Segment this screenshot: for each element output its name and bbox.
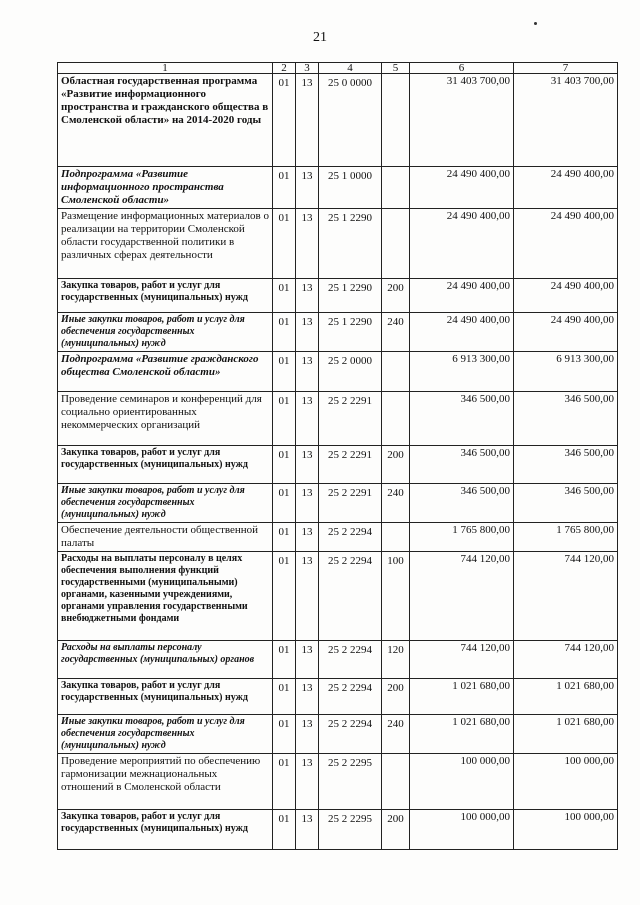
amount-approved: 24 490 400,00 xyxy=(514,167,618,209)
target-article-code: 25 2 2294 xyxy=(319,552,382,641)
target-article-code: 25 2 0000 xyxy=(319,352,382,392)
target-article-code: 25 1 2290 xyxy=(319,313,382,352)
amount-plan: 744 120,00 xyxy=(410,641,514,679)
row-name: Размещение информационных материалов о реализации на территории Смоленской области государственной политики в различных сферах деятельности xyxy=(58,209,273,279)
expense-type-code: 240 xyxy=(382,484,410,523)
section-code: 01 xyxy=(273,167,296,209)
target-article-code: 25 2 2291 xyxy=(319,446,382,484)
table-row xyxy=(58,279,618,313)
expense-type-code: 200 xyxy=(382,279,410,313)
row-name: Закупка товаров, работ и услуг для государственных (муниципальных) нужд xyxy=(58,679,273,715)
table-row xyxy=(58,552,618,641)
section-code: 01 xyxy=(273,715,296,754)
expense-type-code xyxy=(382,352,410,392)
expense-type-code xyxy=(382,167,410,209)
amount-approved: 1 021 680,00 xyxy=(514,715,618,754)
target-article-code: 25 2 2295 xyxy=(319,754,382,810)
table-row xyxy=(58,392,618,446)
amount-approved: 6 913 300,00 xyxy=(514,352,618,392)
subsection-code: 13 xyxy=(296,279,319,313)
expense-type-code: 200 xyxy=(382,810,410,850)
target-article-code: 25 1 2290 xyxy=(319,209,382,279)
expense-type-code: 200 xyxy=(382,679,410,715)
target-article-code: 25 2 2295 xyxy=(319,810,382,850)
amount-approved: 24 490 400,00 xyxy=(514,313,618,352)
section-code: 01 xyxy=(273,679,296,715)
row-name: Подпрограмма «Развитие гражданского общества Смоленской области» xyxy=(58,352,273,392)
row-name: Областная государственная программа «Развитие информационного пространства и гражданского общества в Смоленской области» на 2014-2020 годы xyxy=(58,74,273,167)
amount-plan: 24 490 400,00 xyxy=(410,279,514,313)
amount-plan: 24 490 400,00 xyxy=(410,209,514,279)
subsection-code: 13 xyxy=(296,641,319,679)
target-article-code: 25 2 2294 xyxy=(319,523,382,552)
amount-approved: 1 765 800,00 xyxy=(514,523,618,552)
section-code: 01 xyxy=(273,209,296,279)
subsection-code: 13 xyxy=(296,352,319,392)
table-row xyxy=(58,313,618,352)
subsection-code: 13 xyxy=(296,392,319,446)
section-code: 01 xyxy=(273,313,296,352)
col-header-1: 1 xyxy=(58,63,273,74)
header-row xyxy=(58,63,618,74)
expense-type-code: 240 xyxy=(382,715,410,754)
subsection-code: 13 xyxy=(296,209,319,279)
amount-plan: 24 490 400,00 xyxy=(410,167,514,209)
amount-plan: 31 403 700,00 xyxy=(410,74,514,167)
section-code: 01 xyxy=(273,523,296,552)
row-name: Закупка товаров, работ и услуг для государственных (муниципальных) нужд xyxy=(58,279,273,313)
section-code: 01 xyxy=(273,446,296,484)
row-name: Подпрограмма «Развитие информационного пространства Смоленской области» xyxy=(58,167,273,209)
target-article-code: 25 2 2294 xyxy=(319,641,382,679)
scan-speck xyxy=(534,22,537,25)
col-header-2: 2 xyxy=(273,63,296,74)
expense-type-code xyxy=(382,392,410,446)
target-article-code: 25 1 0000 xyxy=(319,167,382,209)
col-header-3: 3 xyxy=(296,63,319,74)
target-article-code: 25 0 0000 xyxy=(319,74,382,167)
target-article-code: 25 2 2294 xyxy=(319,679,382,715)
section-code: 01 xyxy=(273,74,296,167)
expense-type-code: 100 xyxy=(382,552,410,641)
expense-type-code: 120 xyxy=(382,641,410,679)
subsection-code: 13 xyxy=(296,754,319,810)
row-name: Расходы на выплаты персоналу в целях обеспечения выполнения функций государственными (муниципальными) органами, казенными учреждениями, органами управления государственными внебюджетными фондами xyxy=(58,552,273,641)
row-name: Иные закупки товаров, работ и услуг для обеспечения государственных (муниципальных) нужд xyxy=(58,715,273,754)
table-row xyxy=(58,352,618,392)
row-name: Закупка товаров, работ и услуг для государственных (муниципальных) нужд xyxy=(58,446,273,484)
table-row xyxy=(58,446,618,484)
target-article-code: 25 2 2294 xyxy=(319,715,382,754)
col-header-5: 5 xyxy=(382,63,410,74)
amount-approved: 24 490 400,00 xyxy=(514,209,618,279)
expense-type-code xyxy=(382,754,410,810)
col-header-4: 4 xyxy=(319,63,382,74)
subsection-code: 13 xyxy=(296,552,319,641)
amount-approved: 346 500,00 xyxy=(514,392,618,446)
section-code: 01 xyxy=(273,810,296,850)
amount-approved: 100 000,00 xyxy=(514,754,618,810)
row-name: Закупка товаров, работ и услуг для государственных (муниципальных) нужд xyxy=(58,810,273,850)
target-article-code: 25 2 2291 xyxy=(319,484,382,523)
subsection-code: 13 xyxy=(296,523,319,552)
subsection-code: 13 xyxy=(296,446,319,484)
amount-approved: 744 120,00 xyxy=(514,552,618,641)
col-header-7: 7 xyxy=(514,63,618,74)
amount-plan: 24 490 400,00 xyxy=(410,313,514,352)
expense-type-code xyxy=(382,209,410,279)
table-row xyxy=(58,209,618,279)
amount-approved: 31 403 700,00 xyxy=(514,74,618,167)
table-row xyxy=(58,523,618,552)
page-number: 21 xyxy=(313,30,327,45)
table-row xyxy=(58,679,618,715)
subsection-code: 13 xyxy=(296,313,319,352)
amount-approved: 346 500,00 xyxy=(514,446,618,484)
amount-plan: 1 021 680,00 xyxy=(410,679,514,715)
section-code: 01 xyxy=(273,484,296,523)
expense-type-code xyxy=(382,523,410,552)
row-name: Иные закупки товаров, работ и услуг для обеспечения государственных (муниципальных) нужд xyxy=(58,313,273,352)
amount-plan: 346 500,00 xyxy=(410,392,514,446)
subsection-code: 13 xyxy=(296,484,319,523)
row-name: Расходы на выплаты персоналу государственных (муниципальных) органов xyxy=(58,641,273,679)
amount-plan: 1 021 680,00 xyxy=(410,715,514,754)
amount-approved: 1 021 680,00 xyxy=(514,679,618,715)
section-code: 01 xyxy=(273,754,296,810)
row-name: Обеспечение деятельности общественной палаты xyxy=(58,523,273,552)
amount-plan: 6 913 300,00 xyxy=(410,352,514,392)
amount-plan: 100 000,00 xyxy=(410,810,514,850)
target-article-code: 25 2 2291 xyxy=(319,392,382,446)
table-row xyxy=(58,484,618,523)
section-code: 01 xyxy=(273,552,296,641)
section-code: 01 xyxy=(273,352,296,392)
expense-type-code: 240 xyxy=(382,313,410,352)
amount-plan: 1 765 800,00 xyxy=(410,523,514,552)
row-name: Иные закупки товаров, работ и услуг для обеспечения государственных (муниципальных) нужд xyxy=(58,484,273,523)
amount-approved: 100 000,00 xyxy=(514,810,618,850)
target-article-code: 25 1 2290 xyxy=(319,279,382,313)
table-row xyxy=(58,754,618,810)
table-row xyxy=(58,810,618,850)
table-row xyxy=(58,641,618,679)
table-row xyxy=(58,74,618,167)
expense-type-code xyxy=(382,74,410,167)
col-header-6: 6 xyxy=(410,63,514,74)
subsection-code: 13 xyxy=(296,679,319,715)
amount-approved: 346 500,00 xyxy=(514,484,618,523)
section-code: 01 xyxy=(273,279,296,313)
row-name: Проведение семинаров и конференций для социально ориентированных некоммерческих организаций xyxy=(58,392,273,446)
budget-table xyxy=(57,62,618,850)
subsection-code: 13 xyxy=(296,74,319,167)
expense-type-code: 200 xyxy=(382,446,410,484)
amount-plan: 744 120,00 xyxy=(410,552,514,641)
table-row xyxy=(58,715,618,754)
subsection-code: 13 xyxy=(296,715,319,754)
section-code: 01 xyxy=(273,641,296,679)
subsection-code: 13 xyxy=(296,810,319,850)
subsection-code: 13 xyxy=(296,167,319,209)
row-name: Проведение мероприятий по обеспечению гармонизации межнациональных отношений в Смоленской области xyxy=(58,754,273,810)
amount-plan: 100 000,00 xyxy=(410,754,514,810)
amount-plan: 346 500,00 xyxy=(410,446,514,484)
table-row xyxy=(58,167,618,209)
section-code: 01 xyxy=(273,392,296,446)
amount-plan: 346 500,00 xyxy=(410,484,514,523)
amount-approved: 24 490 400,00 xyxy=(514,279,618,313)
amount-approved: 744 120,00 xyxy=(514,641,618,679)
